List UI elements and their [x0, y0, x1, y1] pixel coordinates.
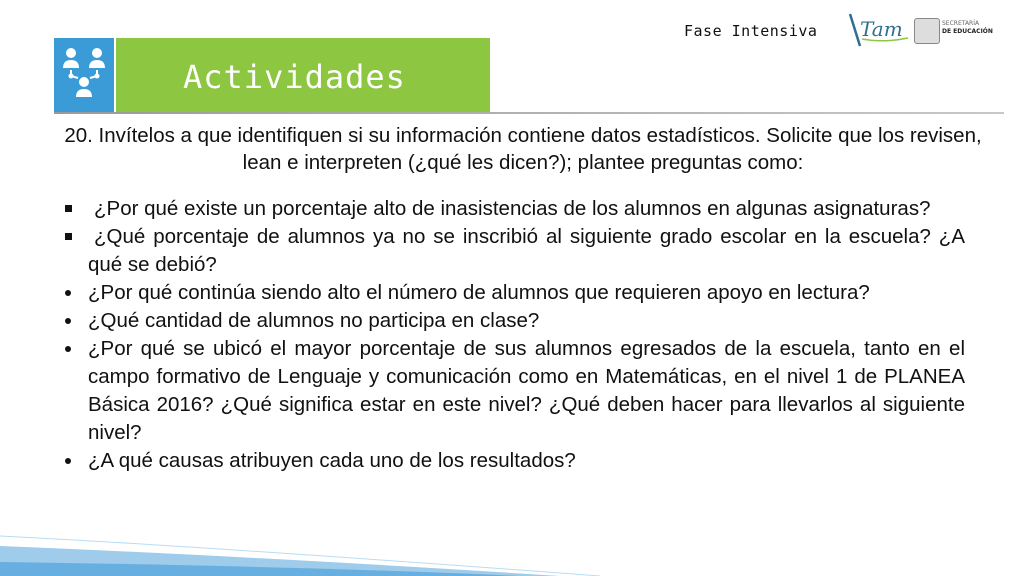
activity-icon-box: [54, 38, 114, 112]
round-bullet-icon: [60, 307, 76, 324]
page-title: Actividades: [183, 58, 406, 96]
list-item: [88, 307, 965, 335]
question-text: ¿A qué causas atribuyen cada uno de los resultados?: [88, 449, 576, 472]
question-text: ¿Por qué continúa siendo alto el número de alumnos que requieren apoyo en lectura?: [88, 281, 870, 304]
square-bullet-icon: [60, 223, 76, 240]
list-item: [88, 223, 965, 279]
list-item: [88, 335, 965, 447]
secretaria-logo-line1: SECRETARÍA: [942, 20, 980, 27]
header-divider: [54, 112, 1004, 114]
phase-label: Fase Intensiva: [684, 22, 818, 40]
question-text: ¿Por qué existe un porcentaje alto de inasistencias de los alumnos en algunas asignaturas?: [94, 197, 931, 220]
question-text: ¿Por qué se ubicó el mayor porcentaje de sus alumnos egresados de la escuela, tanto en el campo formativo de Lenguaje y comunicación como en Matemáticas, en el nivel 1 de PLANEA Básica 2016? ¿Qué significa estar en este nivel? ¿Qué deben hacer para llevarlos al siguiente nivel?: [88, 337, 965, 444]
list-item: [88, 279, 965, 307]
people-network-icon: [54, 38, 114, 112]
list-item: [88, 447, 965, 475]
question-text: ¿Qué porcentaje de alumnos ya no se inscribió al siguiente grado escolar en la escuela? ¿A qué se debió?: [88, 225, 965, 276]
square-bullet-icon: [60, 195, 76, 212]
intro-paragraph: 20. Invítelos a que identifiquen si su información contiene datos estadísticos. Solicite que los revisen, lean e interpreten (¿qué les dicen?); plantee preguntas como:: [64, 124, 982, 174]
round-bullet-icon: [60, 335, 76, 352]
tam-logo: [846, 12, 912, 48]
tam-logo-text: Tam: [860, 17, 903, 41]
question-text: ¿Qué cantidad de alumnos no participa en clase?: [88, 309, 540, 332]
secretaria-logo: [914, 14, 993, 46]
questions-list: [88, 195, 965, 475]
bottom-wave-decoration: [0, 516, 1024, 576]
list-item: [88, 195, 965, 223]
round-bullet-icon: [60, 279, 76, 296]
round-bullet-icon: [60, 447, 76, 464]
state-seal-icon: [914, 18, 940, 44]
secretaria-logo-line2: DE EDUCACIÓN: [942, 28, 993, 35]
